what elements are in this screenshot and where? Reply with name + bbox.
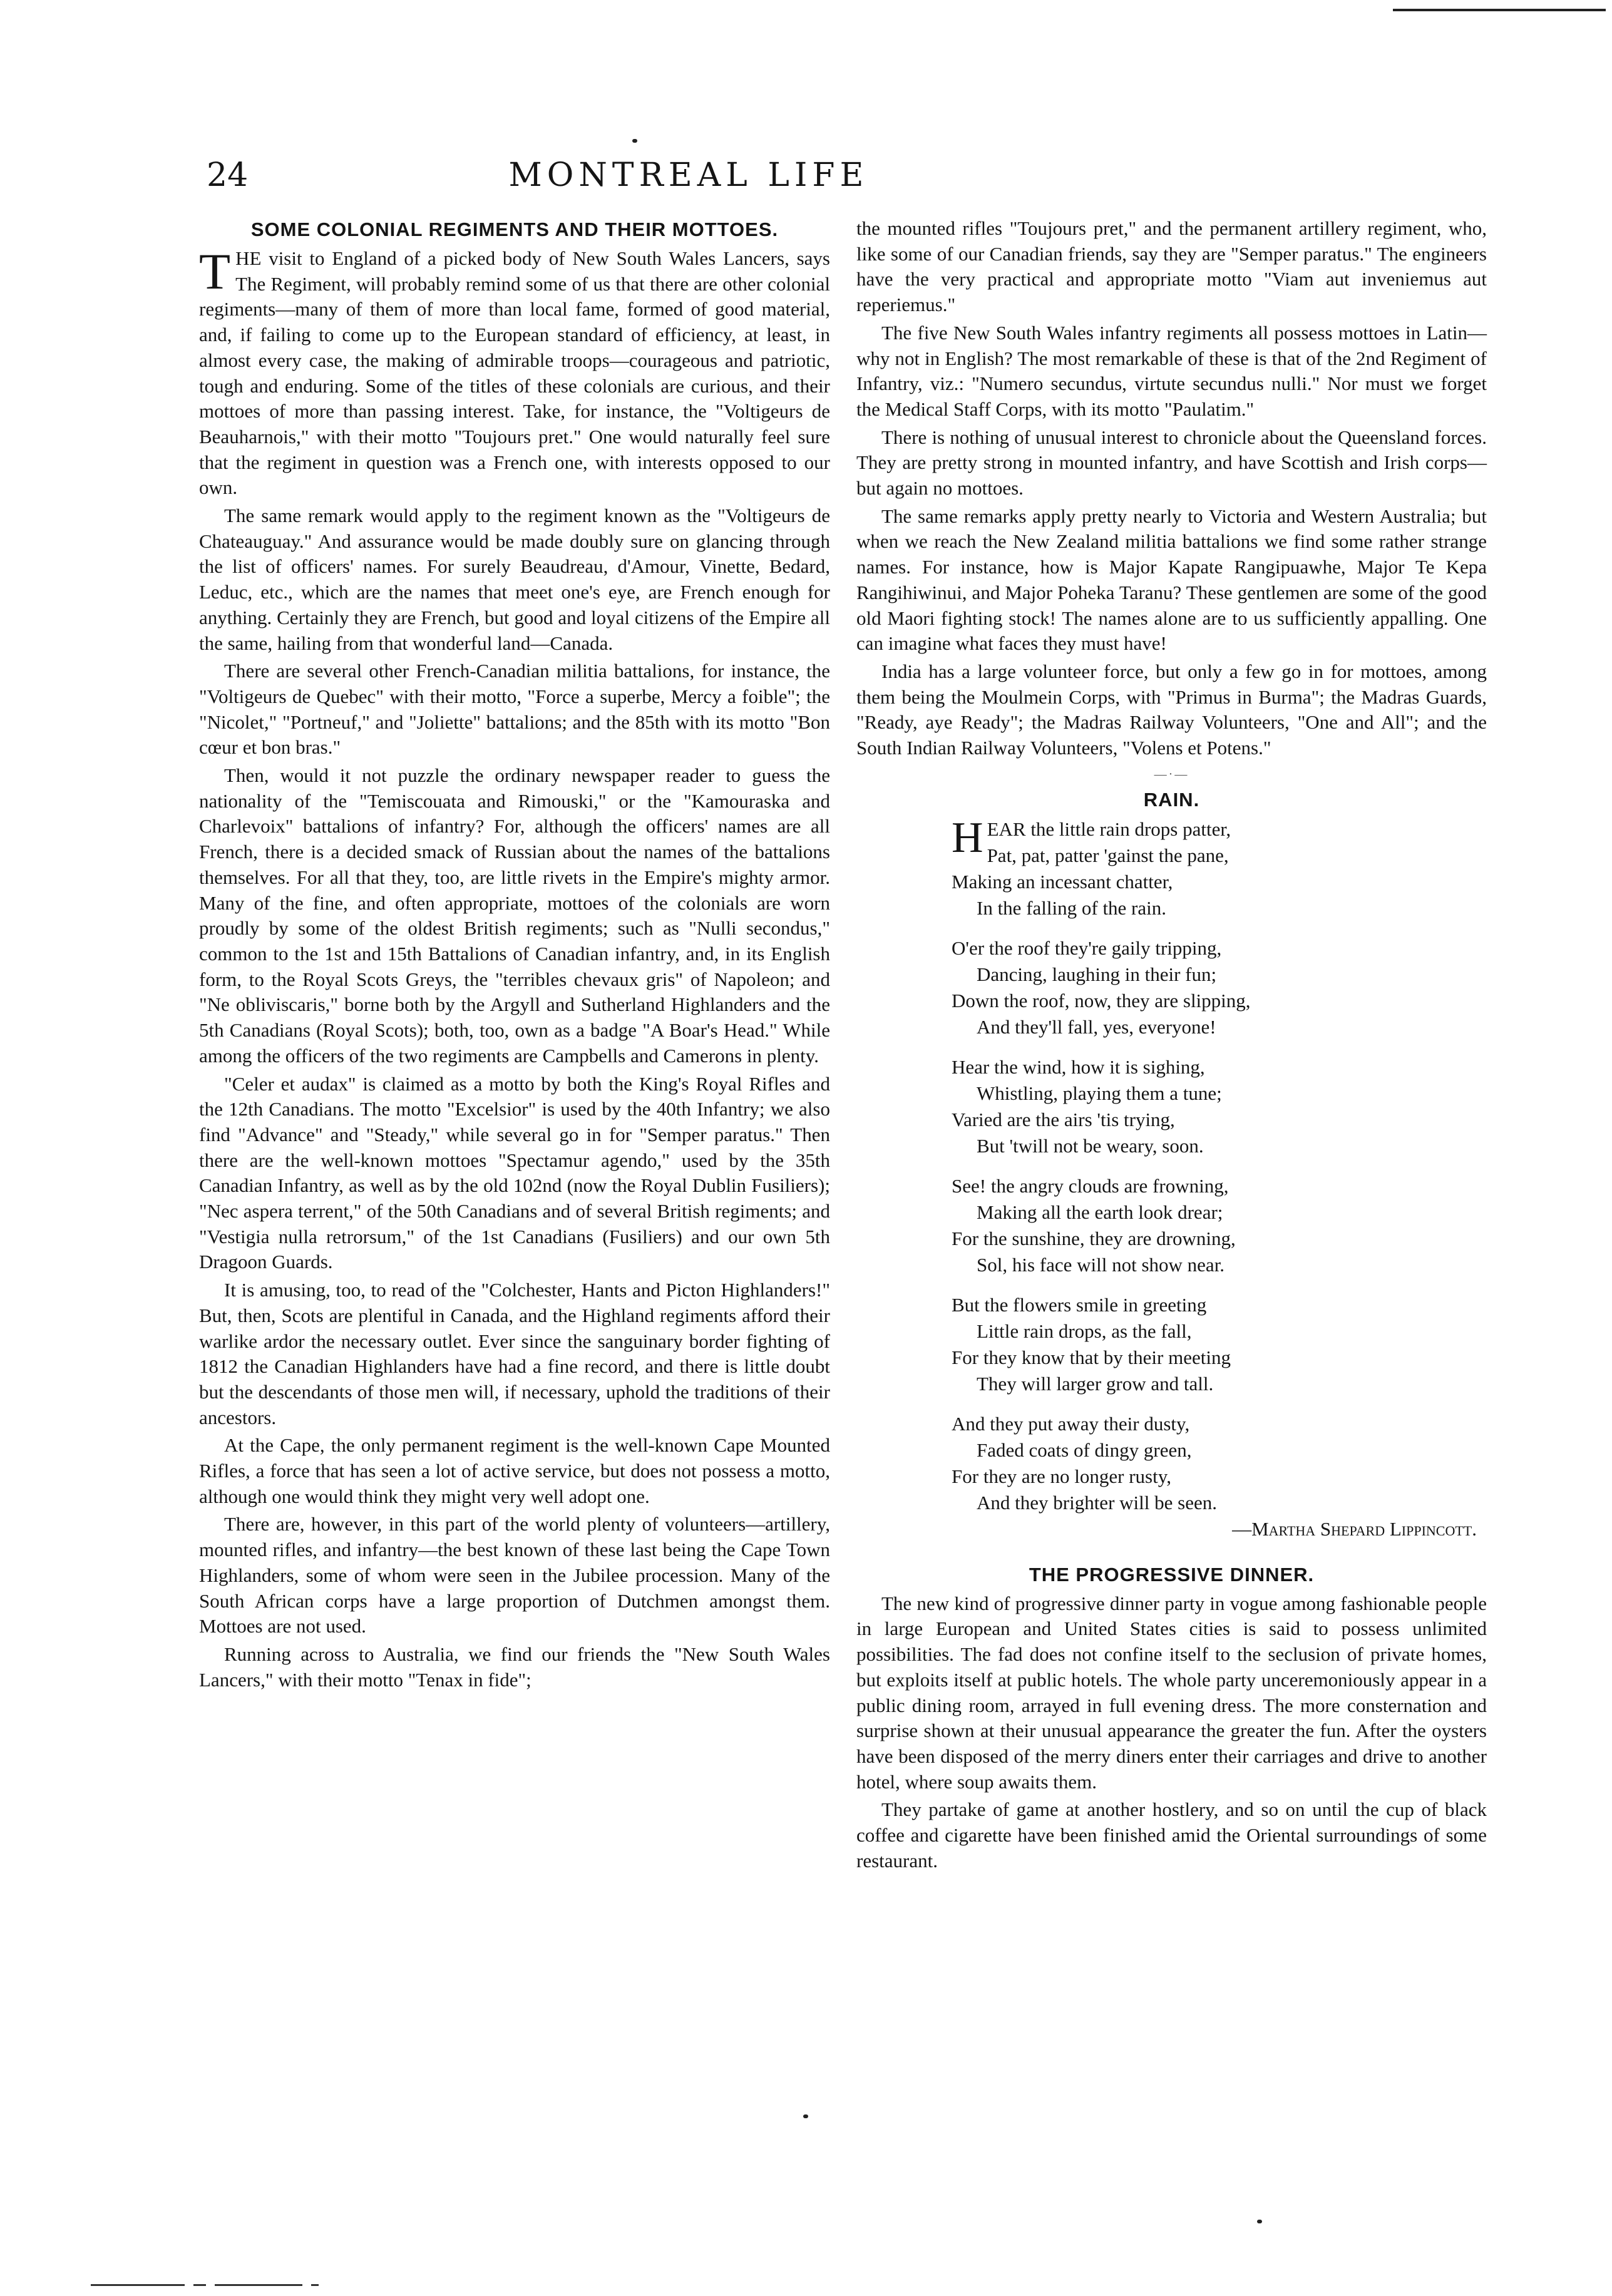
- page-number: 24: [207, 156, 249, 194]
- article-paragraph: the mounted rifles "Toujours pret," and the permanent artillery regiment, who, like some of our Canadian friends, say they are "Semper paratus." The engineers have the very practical and appropriate motto "Viam aut inveniemus aut reperiemus.": [856, 217, 1487, 316]
- poem-line: Making all the earth look drear;: [977, 1201, 1223, 1223]
- article-paragraph: It is amusing, too, to read of the "Colchester, Hants and Picton Highlanders!" But, then, Scots are plentiful in Canada, and the Highland regiments afford their warlike ardor the necessary outlet. Ever since the sanguinary border fighting of 1812 the Canadian Highlanders have had a fine record, and there is little doubt but the descendants of those men will, if necessary, uphold the traditions of their ancestors.: [199, 1279, 830, 1428]
- left-column: [199, 216, 830, 1695]
- poem-attribution: —Martha Shepard Lippincott.: [1232, 1517, 1477, 1540]
- poem-line: Hear the wind, how it is sighing,: [952, 1055, 1205, 1078]
- article-paragraph: The new kind of progressive dinner party in vogue among fashionable people in large European and United States cities is said to possess unlimited possibilities. The fad does not confine itself to the seclusion of private homes, but exploits itself at public hotels. The whole party unceremoniously appear in a public dining room, arrayed in full evening dress. The more consternation and surprise shown at their unusual appearance the greater the fun. After the oysters have been disposed of the merry diners enter their carriages and drive to another hotel, where soup awaits them.: [856, 1592, 1487, 1793]
- poem-line: See! the angry clouds are frowning,: [952, 1174, 1229, 1197]
- bottom-edge-marks: [91, 2278, 327, 2282]
- article-paragraph: THE visit to England of a picked body of New South Wales Lancers, says The Regiment, will probably remind some of us that there are other colonial regiments—many of them of more than local fame, formed of good material, and, if failing to come up to the European standard of efficiency, at least, in almost every case, the making of admirable troops—courageous and patriotic, tough and enduring. Some of the titles of these colonials are curious, and their mottoes of more than passing interest. Take, for instance, the "Voltigeurs de Beauharnois," with their motto "Toujours pret." One would naturally feel sure that the regiment in question was a French one, with interests opposed to our own.: [199, 243, 830, 499]
- poem-line: And they put away their dusty,: [952, 1412, 1190, 1435]
- article-paragraph: At the Cape, the only permanent regiment is the well-known Cape Mounted Rifles, a force that has seen a lot of active service, but does not possess a motto, although one would think they might very well adopt one.: [199, 1434, 830, 1507]
- drop-cap: T: [199, 243, 231, 300]
- poem-line: Down the roof, now, they are slipping,: [952, 989, 1251, 1012]
- poem-line: But 'twill not be weary, soon.: [977, 1134, 1204, 1157]
- section-separator: —·—: [1154, 767, 1189, 781]
- poem-stanza: [952, 1411, 1340, 1516]
- poem-line: Whistling, playing them a tune;: [977, 1082, 1222, 1104]
- poem-line: HEAR the little rain drops patter,: [952, 813, 1231, 862]
- poem-stanza: [952, 935, 1340, 1040]
- poem-line: And they brighter will be seen.: [977, 1491, 1217, 1514]
- article-paragraph: Then, would it not puzzle the ordinary newspaper reader to guess the nationality of the "Temiscouata and Rimouski," or the "Kamouraska and Charlevoix" battalions of infantry? For, although the officers' names are all French, there is a decided smack of Russian about the names of the battalions themselves. For all that they, too, are little rivets in the Empire's mighty armor. Many of the fine, and often appropriate, mottoes of the colonials are worn proudly by some of the oldest British regiments; such as "Nulli secondus," common to the 1st and 15th Battalions of Canadian infantry, and, in its English form, to the Royal Scots Greys, the "terribles chevaux gris" of Napoleon; and "Ne obliviscaris," borne both by the Argyll and Sutherland Highlanders and the 5th Canadians (Royal Scots); both, too, own as a badge "A Boar's Head." While among the officers of the two regiments are Campbells and Camerons in plenty.: [199, 764, 830, 1067]
- poem-line: In the falling of the rain.: [977, 896, 1167, 919]
- poem-line: Dancing, laughing in their fun;: [977, 963, 1217, 985]
- page-header: [207, 153, 1014, 210]
- article-paragraph: There are, however, in this part of the world plenty of volunteers—artillery, mounted rifles, and infantry—the best known of these last being the Cape Town Highlanders, some of whom were seen in the Jubilee procession. Many of the South African corps have a large proportion of Dutchmen amongst them. Mottoes are not used.: [199, 1513, 830, 1637]
- article-paragraph: The five New South Wales infantry regiments all possess mottoes in Latin—why not in English? The most remarkable of these is that of the 2nd Regiment of Infantry, viz.: "Numero secundus, virtute secundus nulli." Nor must we forget the Medical Staff Corps, with its motto "Paulatim.": [856, 321, 1487, 420]
- article-paragraph: The same remarks apply pretty nearly to Victoria and Western Australia; but when we reach the New Zealand militia battalions we find some rather strange names. For instance, how is Major Kapate Rangipuawhe, Major Te Kepa Rangihiwinui, and Major Poheka Taranu? These gentlemen are some of the good old Maori fighting stock! The names alone are to us sufficiently appalling. One can imagine what faces they must have!: [856, 505, 1487, 655]
- poem-line: For they know that by their meeting: [952, 1346, 1231, 1368]
- article-paragraph: "Celer et audax" is claimed as a motto by both the King's Royal Rifles and the 12th Canadians. The motto "Excelsior" is used by the 40th Infantry; we also find "Advance" and "Steady," while several go in for "Semper paratus." Then there are the well-known mottoes "Spectamur agendo," used by the 35th Canadian Infantry, as well as by the old 102nd (now the Royal Dublin Fusiliers); "Nec aspera terrent," of the 50th Canadians and of several British regiments; and "Vestigia nulla retrorsum," of the 1st Canadians (Fusiliers) and our own 5th Dragoon Guards.: [199, 1072, 830, 1273]
- publication-title: MONTREAL LIFE: [508, 156, 869, 194]
- poem-stanza: [952, 813, 1340, 921]
- poem-line: Sol, his face will not show near.: [977, 1253, 1225, 1276]
- poem-line: Making an incessant chatter,: [952, 870, 1173, 893]
- poem-line: For the sunshine, they are drowning,: [952, 1227, 1236, 1249]
- article-paragraph: The same remark would apply to the regiment known as the "Voltigeurs de Chateauguay." And assurance would be made doubly sure on glancing through the list of officers' names. For surely Beaudreau, d'Amour, Vinette, Bedard, Leduc, etc., which are the names that meet one's eye, are French enough for anything. Certainly they are French, but good and loyal citizens of the Empire all the same, hailing from that wonderful land—Canada.: [199, 505, 830, 654]
- poem-line: Pat, pat, patter 'gainst the pane,: [987, 844, 1229, 866]
- article-headline-mottoes: SOME COLONIAL REGIMENTS AND THEIR MOTTOES.: [250, 218, 779, 240]
- ink-dot: [632, 139, 637, 143]
- ink-dot: [1257, 2220, 1262, 2223]
- poem: [952, 813, 1340, 1516]
- article-paragraph: There are several other French-Canadian militia battalions, for instance, the "Voltigeurs de Quebec" with their motto, "Force a superbe, Mercy a foible"; the "Nicolet," "Portneuf," and "Joliette" battalions; and the 85th with its motto "Bon cœur et bon bras.": [199, 660, 830, 759]
- poem-stanza: [952, 1292, 1340, 1397]
- poem-stanza: [952, 1054, 1340, 1159]
- poem-line: O'er the roof they're gaily tripping,: [952, 936, 1222, 959]
- right-column: [856, 216, 1487, 1877]
- poem-line: They will larger grow and tall.: [977, 1372, 1214, 1395]
- poem-line: Little rain drops, as the fall,: [977, 1320, 1192, 1342]
- top-edge-rule: [1393, 9, 1606, 11]
- drop-cap: H: [952, 813, 983, 862]
- poem-line: For they are no longer rusty,: [952, 1465, 1171, 1487]
- poem-line: And they'll fall, yes, everyone!: [977, 1015, 1216, 1038]
- poem-line: Faded coats of dingy green,: [977, 1438, 1192, 1461]
- article-headline-dinner: THE PROGRESSIVE DINNER.: [1029, 1563, 1315, 1586]
- article-paragraph: Running across to Australia, we find our friends the "New South Wales Lancers," with their motto "Tenax in fide";: [199, 1643, 830, 1691]
- poem-line: Varied are the airs 'tis trying,: [952, 1108, 1175, 1130]
- poem-stanza: [952, 1173, 1340, 1278]
- article-paragraph: There is nothing of unusual interest to chronicle about the Queensland forces. They are pretty strong in mounted infantry, and have Scottish and Irish corps—but again no mottoes.: [856, 426, 1487, 500]
- poem-title: RAIN.: [1143, 788, 1200, 811]
- poem-line: But the flowers smile in greeting: [952, 1293, 1207, 1316]
- ink-dot: [803, 2114, 808, 2118]
- article-paragraph: India has a large volunteer force, but only a few go in for mottoes, among them being the Moulmein Corps, with "Primus in Burma"; the Madras Guards, "Ready, aye Ready"; the Madras Railway Volunteers, "One and All"; and the South Indian Railway Volunteers, "Volens et Potens.": [856, 660, 1487, 759]
- article-paragraph: They partake of game at another hostlery, and so on until the cup of black coffee and cigarette have been finished amid the Oriental surroundings of some restaurant.: [856, 1798, 1487, 1872]
